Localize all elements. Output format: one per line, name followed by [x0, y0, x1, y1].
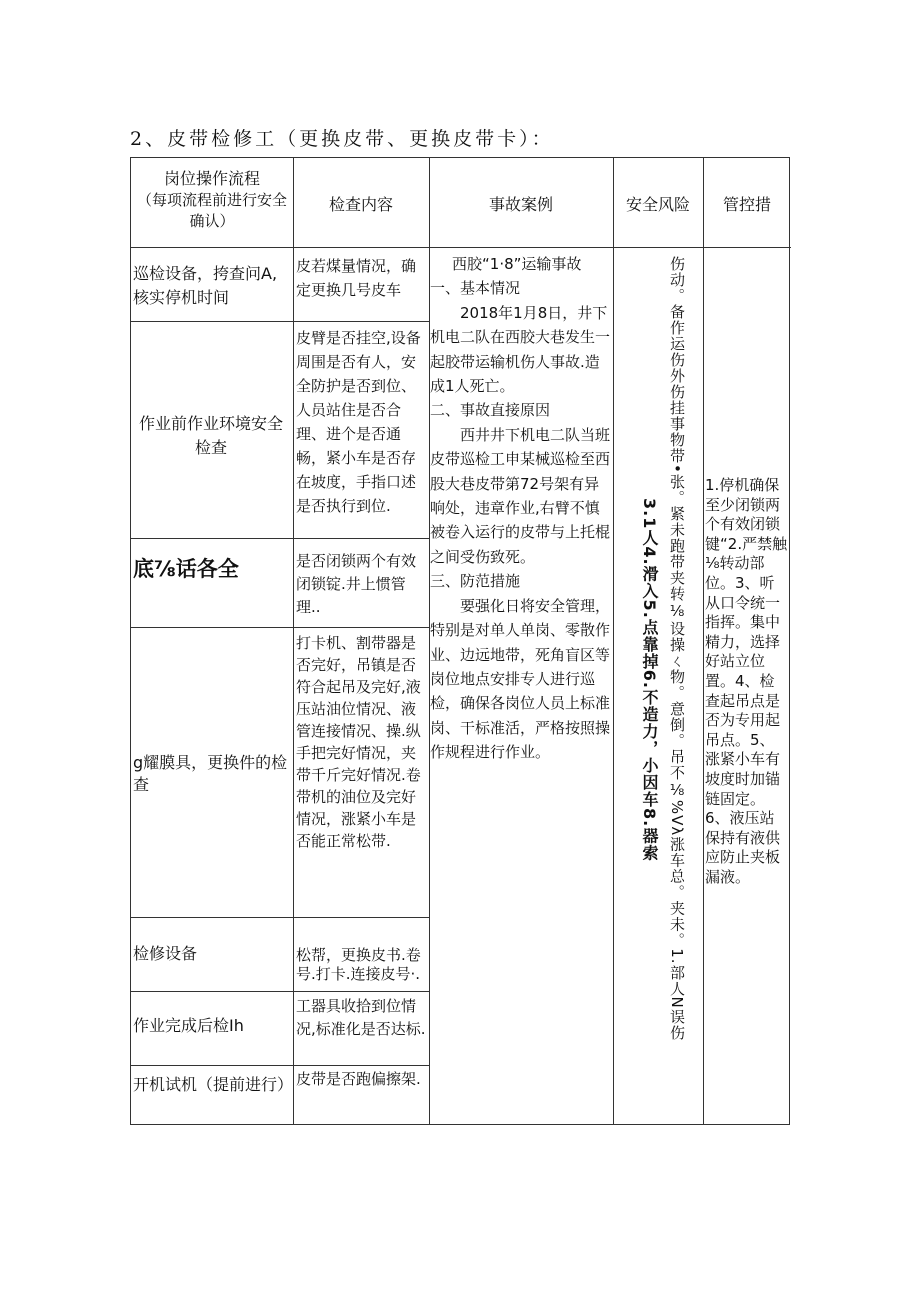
check-content: 是否闭锁两个有效闭锁锭.井上惯管理..	[296, 552, 417, 616]
process-step: 底⅞话各全	[133, 557, 239, 581]
accident-case	[430, 252, 612, 765]
process-step: g耀膜具，更换件的检查	[133, 753, 288, 794]
process-step: 作业前作业环境安全检查	[138, 414, 283, 457]
check-content: 皮若煤量情况，确定更换几号皮车	[296, 257, 417, 299]
risk-text-column: 3.1人4.滑入5.点靠掉6.不造力，小因车8.器索	[640, 498, 659, 862]
header-case: 事故案例	[488, 195, 553, 214]
header-risk: 安全风险	[625, 195, 690, 214]
process-step: 作业完成后检Ih	[133, 1016, 244, 1035]
check-content: 松帮，更换皮书.卷号.打卡.连接皮号·.	[296, 946, 421, 983]
process-step: 检修设备	[133, 944, 198, 963]
case-section-heading: 一、基本情况	[430, 279, 521, 298]
row-divider	[131, 538, 429, 539]
header-process-note: （每项流程前进行安全确认）	[136, 191, 287, 230]
col-divider	[613, 158, 614, 1124]
risk-text-column: 伤动。备作运伤外伤挂事物带•张。紧未跑带夹转⅛设操ㄑ物。意倒。吊不⅛%Vλ涨车总。夹未。1.部人N误伤	[668, 256, 686, 1041]
header-content: 检查内容	[328, 195, 393, 214]
header-process-label: 岗位操作流程	[163, 169, 260, 188]
header-control: 管控措	[722, 195, 771, 214]
row-divider	[131, 627, 429, 628]
row-divider	[131, 917, 429, 918]
case-section-heading: 三、防范措施	[430, 572, 521, 591]
check-content: 打卡机、割带器是否完好，吊镇是否符合起吊及完好,液压站油位情况、液管连接情况、操.纵手把完好情况，夹带千斤完好情况.卷带机的油位及完好情况，涨紧小车是否能正常松带.	[296, 634, 421, 850]
process-step: 巡检设备，挎查问A,核实停机时间	[133, 264, 278, 307]
case-title: 西胶“1·8”运输事故	[452, 255, 582, 273]
check-content: 工器具收拾到位情况,标准化是否达标.	[296, 997, 426, 1038]
header-divider	[131, 247, 791, 248]
case-paragraph: 西井井下机电二队当班皮带巡检工申某械巡检至西股大巷皮带第72号架有异响处，违章作业,右臂不慎被卷入运行的皮带与上托棍之间受伤致死。	[430, 425, 611, 566]
inspection-table	[130, 157, 790, 1125]
check-content: 皮臂是否挂空,设备周围是否有人，安全防护是否到位、人员站住是否合理、进个是否通畅，紧小车是否存在坡度，手指口述是否执行到位.	[296, 329, 421, 515]
check-content: 皮带是否跑偏擦架.	[296, 1070, 421, 1088]
header-process	[131, 168, 293, 232]
control-measures: 1.停机确保至少闭锁两个有效闭锁键“2.严禁触⅛转动部位。3、听从口令统一指挥。集中精力，选择好站立位置。4、检查起吊点是否为专用起吊点。5、涨紧小车有坡度时加锚链固定。6、液压站保持有液供应防止夹板漏液。	[705, 476, 788, 886]
case-section-heading: 二、事故直接原因	[430, 401, 551, 420]
row-divider	[131, 1065, 429, 1066]
case-paragraph: 要强化日将安全管理，特别是对单人单岗、零散作业、边远地带，死角盲区等岗位地点安排专人进行巡检，确保各岗位人员上标准岗、干标准活，严格按照操作规程进行作业。	[430, 596, 611, 762]
case-paragraph: 2018年1月8日，井下机电二队在西胶大巷发生一起胶带运输机伤人事故.造成1人死亡。	[430, 303, 611, 396]
page-title: 2、皮带检修工（更换皮带、更换皮带卡）：	[130, 128, 554, 150]
col-divider	[703, 158, 704, 1124]
process-step: 开机试机（提前进行）	[133, 1075, 294, 1094]
row-divider	[131, 321, 429, 322]
row-divider	[131, 991, 429, 992]
